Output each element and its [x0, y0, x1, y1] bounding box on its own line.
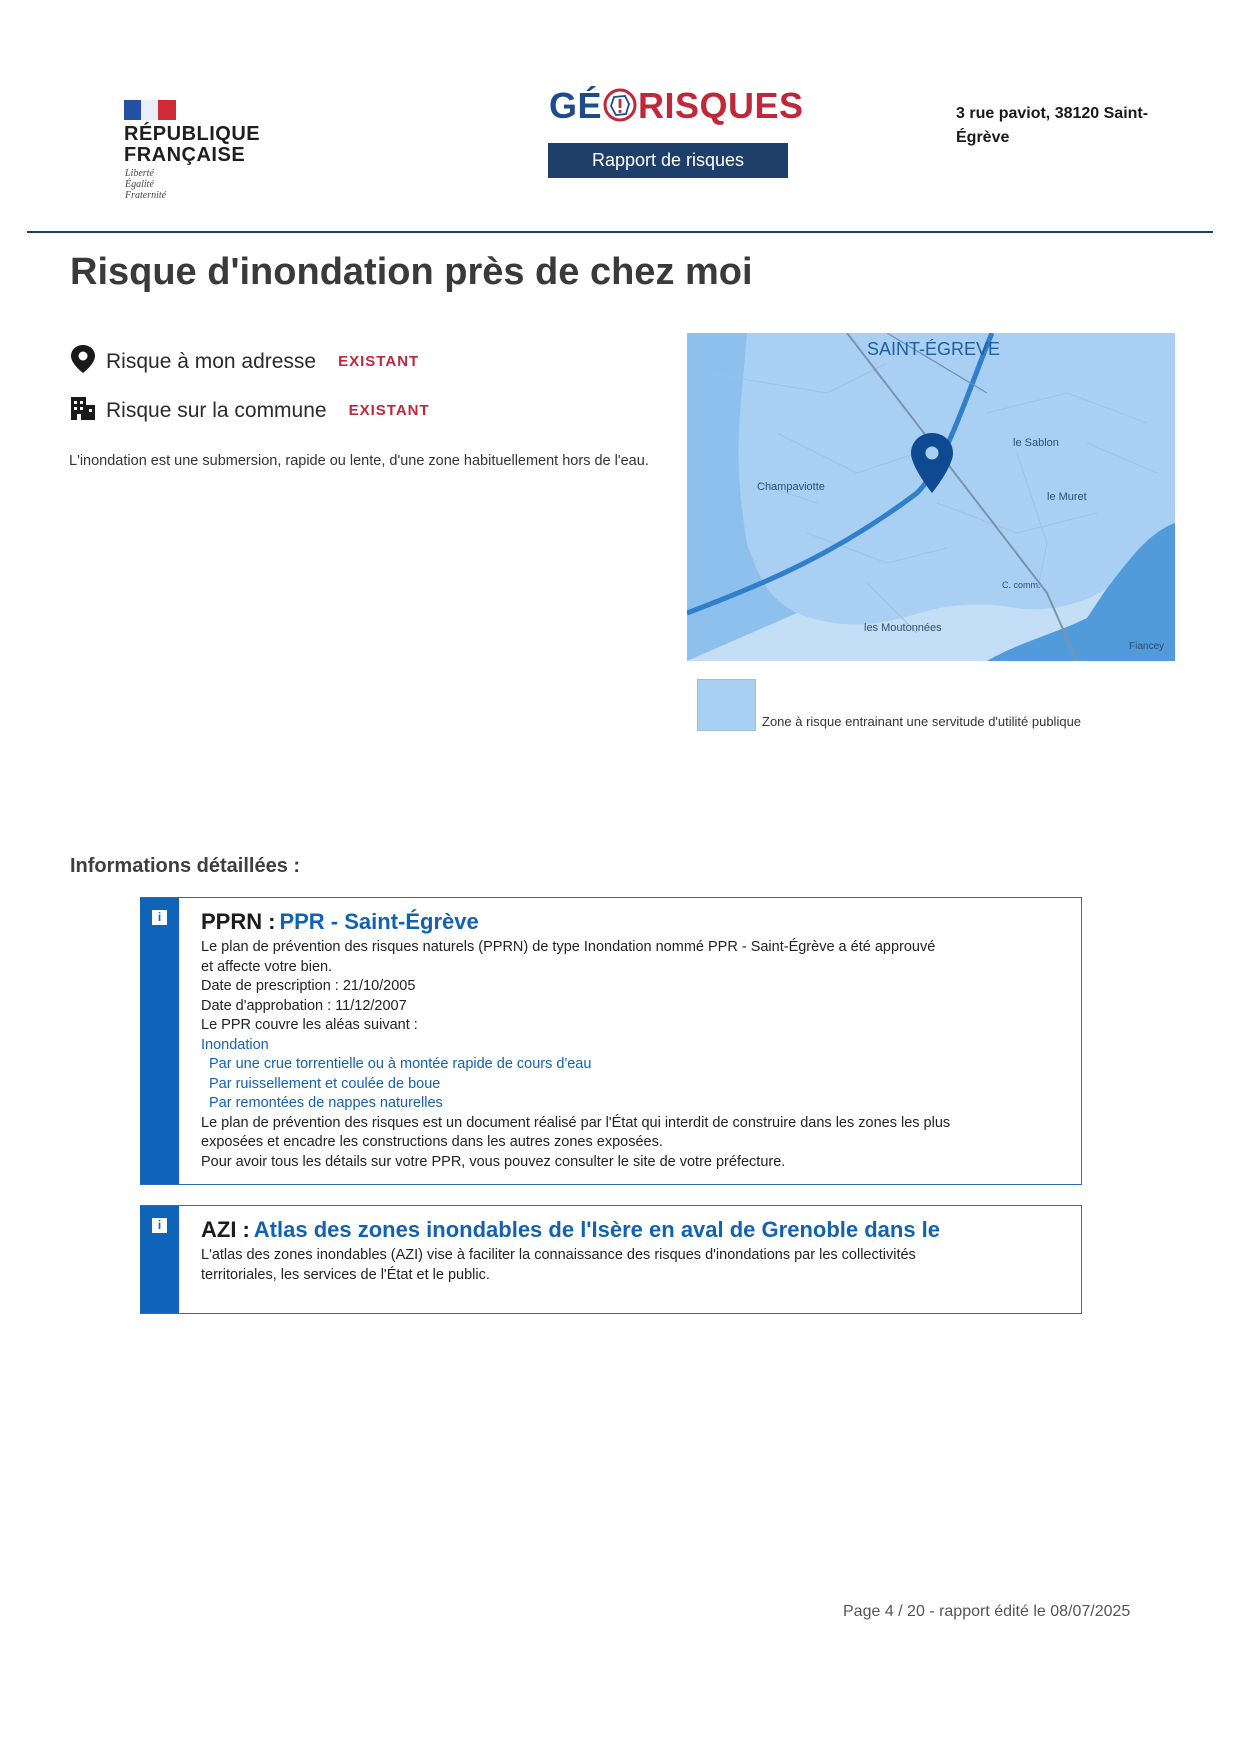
pprn-sub-hazard: Par remontées de nappes naturelles	[209, 1095, 443, 1111]
risk-address-status: EXISTANT	[338, 353, 420, 370]
page-title: Risque d'inondation près de chez moi	[70, 251, 753, 293]
map-place-label: le Sablon	[1013, 437, 1059, 449]
map-place-label: les Moutonnées	[864, 622, 942, 634]
republique-francaise-flag	[124, 100, 176, 120]
pprn-intro-cont: et affecte votre bien.	[201, 958, 333, 975]
risk-address-label: Risque à mon adresse	[106, 349, 317, 373]
info-icon: i	[152, 910, 167, 925]
risk-commune-row	[70, 395, 430, 426]
pprn-explanation: Le plan de prévention des risques est un document réalisé par l'État qui interdit de construire dans les zones les plus	[201, 1114, 951, 1131]
pprn-heading: PPRN : PPR - Saint-Égrève	[201, 909, 479, 934]
pprn-sub-hazard: Par une crue torrentielle ou à montée rapide de cours d'eau	[209, 1056, 592, 1072]
property-address: 3 rue paviot, 38120 Saint-Égrève	[956, 105, 1149, 146]
pprn-prefecture-note: Pour avoir tous les détails sur votre PPR, vous pouvez consulter le site de votre préfecture.	[201, 1153, 786, 1170]
report-type-badge: Rapport de risques	[548, 143, 788, 178]
pprn-approbation-date: Date d'approbation : 11/12/2007	[201, 997, 407, 1014]
georisques-logo: GÉ RISQUES	[549, 85, 804, 126]
risk-commune-label: Risque sur la commune	[106, 398, 327, 422]
azi-description: territoriales, les services de l'État et le public.	[201, 1266, 490, 1283]
pprn-sub-hazard: Par ruissellement et coulée de boue	[209, 1075, 441, 1092]
republique-motto: Liberté Égalité Fraternité	[125, 168, 167, 201]
page-footer: Page 4 / 20 - rapport édité le 08/07/2025	[843, 1603, 1131, 1620]
map-place-label: Fiancey	[1129, 641, 1165, 652]
pprn-explanation: exposées et encadre les constructions dans les autres zones exposées.	[201, 1134, 663, 1150]
azi-description: L'atlas des zones inondables (AZI) vise à faciliter la connaissance des risques d'inondations par les collectivités	[201, 1247, 916, 1263]
azi-card	[140, 1205, 1082, 1314]
risk-address-row	[70, 344, 419, 379]
pprn-hazard: Inondation	[201, 1036, 269, 1053]
header-divider	[27, 231, 1213, 233]
pprn-name: PPR - Saint-Égrève	[279, 909, 479, 934]
card-accent-bar	[140, 898, 179, 1184]
map-place-label: le Muret	[1047, 491, 1087, 503]
map-place-label: C. comm.	[1002, 580, 1041, 590]
legend-zone-swatch	[697, 679, 756, 731]
legend-zone-label: Zone à risque entrainant une servitude d'utilité publique	[762, 714, 1082, 729]
map-place-label: Champaviotte	[757, 481, 825, 493]
pprn-covers-label: Le PPR couvre les aléas suivant :	[201, 1017, 418, 1033]
risk-commune-status: EXISTANT	[348, 402, 430, 419]
building-icon	[70, 395, 96, 426]
risk-map	[687, 333, 1175, 661]
risk-description: L'inondation est une submersion, rapide ou lente, d'une zone habituellement hors de l'eau.	[69, 453, 649, 469]
alert-map-icon	[603, 88, 637, 122]
azi-heading: AZI : Atlas des zones inondables de l'Isère en aval de Grenoble dans le	[201, 1217, 941, 1242]
map-pin-icon	[70, 344, 96, 379]
republique-francaise-name: RÉPUBLIQUE FRANÇAISE	[124, 123, 261, 166]
pprn-card	[140, 897, 1082, 1185]
map-city-label: SAINT-ÉGREVE	[867, 339, 1001, 359]
pprn-intro: Le plan de prévention des risques naturels (PPRN) de type Inondation nommé PPR - Saint-Égrève a été approuvé	[201, 939, 936, 955]
info-icon: i	[152, 1218, 167, 1233]
details-heading: Informations détaillées :	[70, 855, 301, 877]
azi-name: Atlas des zones inondables de l'Isère en aval de Grenoble dans le	[253, 1217, 941, 1242]
pprn-prescription-date: Date de prescription : 21/10/2005	[201, 978, 416, 994]
